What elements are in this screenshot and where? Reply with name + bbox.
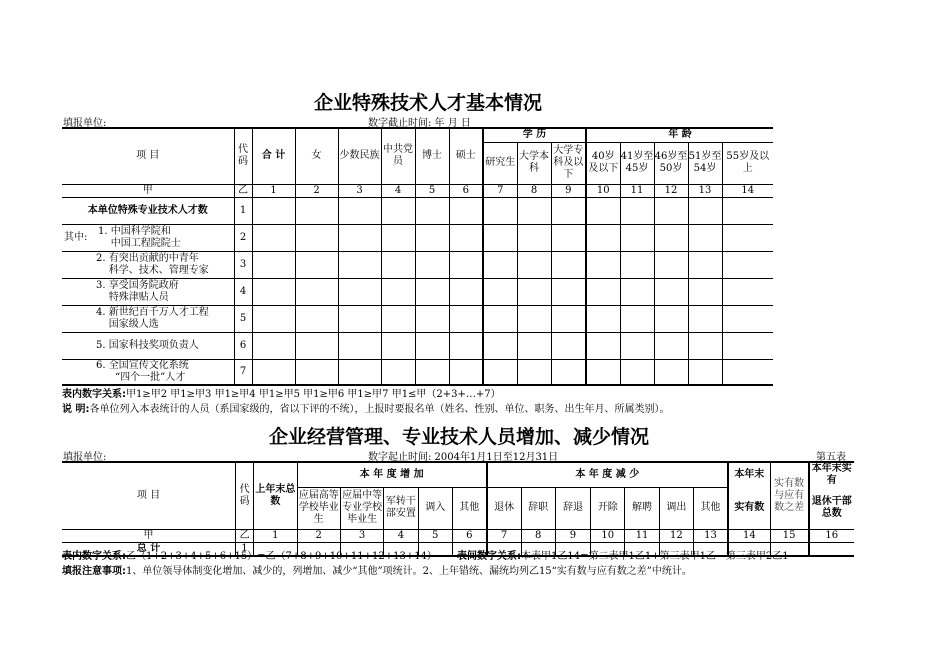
- t2-note-label: 填报注意事项:: [62, 566, 126, 577]
- table-row: [62, 332, 773, 359]
- t1-num-cell: 13: [688, 184, 722, 197]
- t2-num-cell: 5: [418, 529, 452, 542]
- t2-relation-label: 表内数字关系:: [62, 551, 126, 562]
- t1-row-code: 4: [234, 278, 252, 305]
- t2-num-cell: 13: [694, 529, 728, 542]
- t2-relation-line: [62, 547, 437, 562]
- t2-num-cell: 3: [340, 529, 383, 542]
- t1-num-cell: 14: [722, 184, 773, 197]
- t2-hdr-year-end: 本年末: [728, 462, 770, 487]
- t2-hdr-inc4: 调入: [418, 487, 452, 529]
- t1-num-cell: 11: [620, 184, 654, 197]
- t1-hdr-college: 大学专科及以下: [551, 142, 586, 184]
- t2-num-cell: 2: [297, 529, 340, 542]
- table2-title: 企业经营管理、专业技术人员增加、减少情况: [269, 426, 650, 448]
- t2-relation-text: 乙（1+2+3+4+5+6+15）=乙（7+8+9+10+11+12+13+14）: [126, 551, 437, 562]
- t2-num-cell: 11: [625, 529, 659, 542]
- t2-relation2-text: 本表甲1乙14=第二表甲1乙1+第三表甲1乙－第三表甲2乙1: [521, 551, 789, 562]
- t1-row-label: [62, 278, 234, 305]
- t1-num-cell: 7: [483, 184, 517, 197]
- t2-num-cell: 乙: [236, 529, 254, 542]
- t2-num-cell: 10: [591, 529, 625, 542]
- t2-hdr-prev-total: 上年末总数: [254, 462, 297, 529]
- t2-num-cell: 8: [521, 529, 555, 542]
- t1-row-label: [62, 359, 234, 385]
- t2-hdr-diff: 实有数与应有数之差: [770, 462, 808, 529]
- t1-num-cell: 3: [338, 184, 381, 197]
- t2-note-text: 1、单位领导体制变化增加、减少的，列增加、减少“其他”项统计。2、上年错统、漏统均列乙15“实有数与应有数之差”中统计。: [126, 566, 692, 577]
- t2-num-cell: 4: [384, 529, 418, 542]
- t2-hdr-retired-sub: 退休干部总数: [809, 487, 854, 529]
- t1-row-code: 2: [234, 224, 252, 251]
- t1-row-prefix: 其中:: [64, 231, 88, 243]
- table1-date-label: 数字截止时间: 年 月 日: [368, 118, 471, 129]
- t1-hdr-grad: 研究生: [483, 142, 517, 184]
- t2-relation2-label: 表间数字关系:: [457, 551, 521, 562]
- t1-row-label: [62, 332, 234, 359]
- t2-num-cell: 6: [452, 529, 486, 542]
- t1-hdr-total: 合 计: [252, 128, 295, 184]
- t1-hdr-age4: 51岁至54岁: [688, 142, 722, 184]
- t1-hdr-female: 女: [295, 128, 338, 184]
- table-row: [62, 305, 773, 332]
- t2-num-cell: 14: [728, 529, 770, 542]
- t2-hdr-inc1: 应届高等学校毕业生: [297, 487, 340, 529]
- t1-num-cell: 5: [415, 184, 449, 197]
- t1-note-text: 各单位列入本表统计的人员（系国家级的，省以下评的不统），上报时要报名单（姓名、性别、单位、职务、出生年月、所属类别）。: [89, 404, 670, 415]
- t2-num-cell: 7: [487, 529, 521, 542]
- t1-hdr-age1: 40岁及以下: [586, 142, 620, 184]
- t2-hdr-dec7: 其他: [694, 487, 728, 529]
- table-row: [62, 278, 773, 305]
- t1-hdr-item: 项 目: [62, 128, 234, 184]
- t2-hdr-dec4: 开除: [591, 487, 625, 529]
- table-row: [62, 359, 773, 385]
- t2-hdr-code: 代码: [236, 462, 254, 529]
- table1: [62, 127, 773, 386]
- table-row: [62, 251, 773, 278]
- t2-hdr-inc3: 军转干部安置: [384, 487, 418, 529]
- t1-row-code: 1: [234, 197, 252, 224]
- t1-hdr-age2: 41岁至45岁: [620, 142, 654, 184]
- table1-unit-label: 填报单位:: [63, 118, 107, 129]
- t2-relation2-line: [457, 547, 789, 562]
- t2-num-cell: 9: [555, 529, 590, 542]
- t1-note-label: 说 明:: [62, 404, 90, 415]
- t2-hdr-actual: 实有数: [728, 487, 770, 529]
- t1-row-text: 2. 有突出贡献的中青年 科学、技术、管理专家: [96, 252, 209, 276]
- t1-hdr-party: 中共党员: [381, 128, 415, 184]
- t1-hdr-age-group: 年 龄: [586, 128, 773, 142]
- t1-note-line: [62, 400, 669, 415]
- t1-row-text: 5. 国家科技奖项负责人: [96, 339, 199, 351]
- t1-row-code: 7: [234, 359, 252, 385]
- t1-row-code: 5: [234, 305, 252, 332]
- t2-hdr-dec1: 退休: [487, 487, 521, 529]
- table2-number: 第五表: [816, 452, 846, 463]
- t2-number-row: [62, 529, 854, 542]
- table-row: [62, 224, 773, 251]
- t1-hdr-code: 代码: [234, 128, 252, 184]
- t1-row-text: 3. 享受国务院政府 特殊津贴人员: [96, 279, 179, 303]
- t1-hdr-age5: 55岁及以上: [722, 142, 773, 184]
- t2-hdr-retired-title: 本年末实有: [809, 462, 854, 487]
- t2-hdr-dec-group: 本 年 度 减 少: [487, 462, 728, 487]
- t1-num-cell: 6: [449, 184, 483, 197]
- t2-total-label: 总 计: [62, 542, 236, 556]
- t2-hdr-dec2: 辞职: [521, 487, 555, 529]
- t1-row-label: [62, 305, 234, 332]
- table2: [62, 461, 854, 557]
- t2-note-line: [62, 562, 692, 577]
- t1-number-row: [62, 184, 773, 197]
- t1-row-code: 3: [234, 251, 252, 278]
- t1-num-cell: 12: [654, 184, 688, 197]
- t2-num-cell: 1: [254, 529, 297, 542]
- t1-num-cell: 8: [517, 184, 551, 197]
- t2-hdr-inc2: 应届中等专业学校毕业生: [340, 487, 383, 529]
- t1-relation-label: 表内数字关系:: [62, 389, 126, 400]
- t2-num-cell: 甲: [62, 529, 236, 542]
- table2-unit-label: 填报单位:: [63, 452, 107, 463]
- t2-hdr-inc5: 其他: [452, 487, 486, 529]
- t1-num-cell: 乙: [234, 184, 252, 197]
- t2-hdr-inc-group: 本 年 度 增 加: [297, 462, 487, 487]
- table1-title: 企业特殊技术人才基本情况: [314, 92, 543, 114]
- t1-num-cell: 9: [551, 184, 586, 197]
- t1-hdr-minority: 少数民族: [338, 128, 381, 184]
- t2-hdr-dec5: 解聘: [625, 487, 659, 529]
- t2-num-cell: 12: [659, 529, 693, 542]
- t1-num-cell: 10: [586, 184, 620, 197]
- t1-hdr-age3: 46岁至50岁: [654, 142, 688, 184]
- table2-date-label: 数字起止时间: 2004年1月1日至12月31日: [368, 452, 559, 463]
- t1-row-text: 1. 中国科学院和 中国工程院院士: [98, 225, 181, 249]
- t2-num-cell: 15: [770, 529, 808, 542]
- t1-row-label: [62, 224, 234, 251]
- t1-row-text: 6. 全国宣传文化系统 “四个一批”人才: [96, 359, 189, 383]
- t1-row-code: 6: [234, 332, 252, 359]
- table-row: [62, 197, 773, 224]
- t1-row-label: [62, 251, 234, 278]
- t2-hdr-item: 项 目: [62, 462, 236, 529]
- t1-hdr-edu-group: 学 历: [483, 128, 586, 142]
- t1-hdr-master: 硕士: [449, 128, 483, 184]
- t2-hdr-dec6: 调出: [659, 487, 693, 529]
- t1-hdr-doctor: 博士: [415, 128, 449, 184]
- t1-num-cell: 1: [252, 184, 295, 197]
- t1-row-text: 4. 新世纪百千万人才工程 国家级人选: [96, 306, 209, 330]
- t2-total-code: 1: [236, 542, 254, 556]
- t1-row-label: 本单位特殊专业技术人才数: [62, 197, 234, 224]
- t1-num-cell: 甲: [62, 184, 234, 197]
- t1-num-cell: 2: [295, 184, 338, 197]
- t2-num-cell: 16: [809, 529, 854, 542]
- t1-hdr-bachelor: 大学本科: [517, 142, 551, 184]
- t1-relation-text: 甲1≥甲2 甲1≥甲3 甲1≥甲4 甲1≥甲5 甲1≥甲6 甲1≥甲7 甲1≤甲（2+3+…+7）: [126, 389, 501, 400]
- t1-relation-line: [62, 385, 501, 400]
- t2-hdr-dec3: 辞退: [555, 487, 590, 529]
- t1-num-cell: 4: [381, 184, 415, 197]
